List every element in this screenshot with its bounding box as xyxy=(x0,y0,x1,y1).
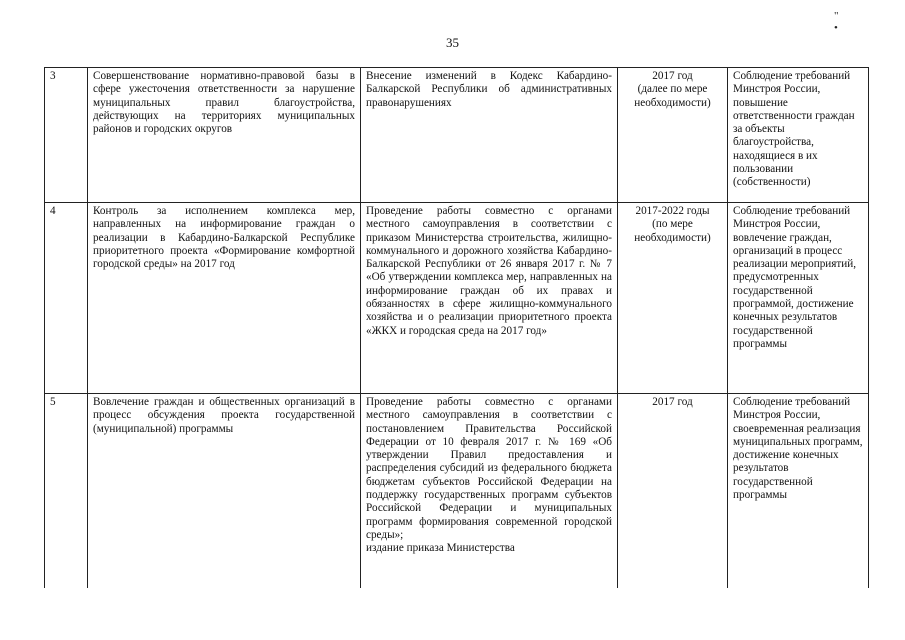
task-cell: Вовлечение граждан и общественных организаций в процесс обсуждения проекта государственной (муниципальной) программы xyxy=(88,394,361,588)
page-number: 35 xyxy=(446,35,459,50)
action-cell: Внесение изменений в Кодекс Кабардино-Балкарской Республики об административных правонарушениях xyxy=(361,68,618,203)
row-number: 5 xyxy=(45,394,88,588)
table-row xyxy=(45,68,869,203)
period-cell: 2017 год xyxy=(618,394,728,588)
table-row xyxy=(45,203,869,394)
corner-marks: " • xyxy=(834,10,869,34)
action-cell: Проведение работы совместно с органами местного самоуправления в соответствии с приказом Министерства строительства, жилищно-коммунального и дорожного хозяйства Кабардино-Балкарской Республики от 26 января 2017 г. № 7 «Об утверждении комплекса мер, направленных на информирование граждан об их правах и обязанностях в сфере жилищно-коммунального хозяйства и о реализации приоритетного проекта «ЖКХ и городская среда на 2017 год» xyxy=(361,203,618,394)
row-number: 4 xyxy=(45,203,88,394)
row-number: 3 xyxy=(45,68,88,203)
result-cell: Соблюдение требований Минстроя России, своевременная реализация муниципальных программ, достижение конечных результатов государственной программы xyxy=(728,394,869,588)
measures-table xyxy=(44,67,869,588)
task-cell: Контроль за исполнением комплекса мер, направленных на информирование граждан о реализации в Кабардино-Балкарской Республике приоритетного проекта «Формирование комфортной городской среды» на 2017 год xyxy=(88,203,361,394)
period-cell: 2017-2022 годы (по мере необходимости) xyxy=(618,203,728,394)
task-cell: Совершенствование нормативно-правовой базы в сфере ужесточения ответственности за нарушение муниципальных правил благоустройства, действующих на территориях муниципальных районов и городских округов xyxy=(88,68,361,203)
result-cell: Соблюдение требований Минстроя России, вовлечение граждан, организаций в процесс реализации мероприятий, предусмотренных государственной программой, достижение конечных результатов государственной программы xyxy=(728,203,869,394)
period-cell: 2017 год (далее по мере необходимости) xyxy=(618,68,728,203)
table-row xyxy=(45,394,869,588)
action-cell: Проведение работы совместно с органами местного самоуправления в соответствии с постановлением Правительства Российской Федерации от 10 февраля 2017 г. № 169 «Об утверждении Правил предоставления и распределения субсидий из федерального бюджета бюджетам субъектов Российской Федерации на поддержку государственных программ субъектов Российской Федерации и муниципальных программ формирования современной городской среды»; издание приказа Министерства xyxy=(361,394,618,588)
result-cell: Соблюдение требований Минстроя России, повышение ответственности граждан за объекты благоустройства, находящиеся в их пользовании (собственности) xyxy=(728,68,869,203)
